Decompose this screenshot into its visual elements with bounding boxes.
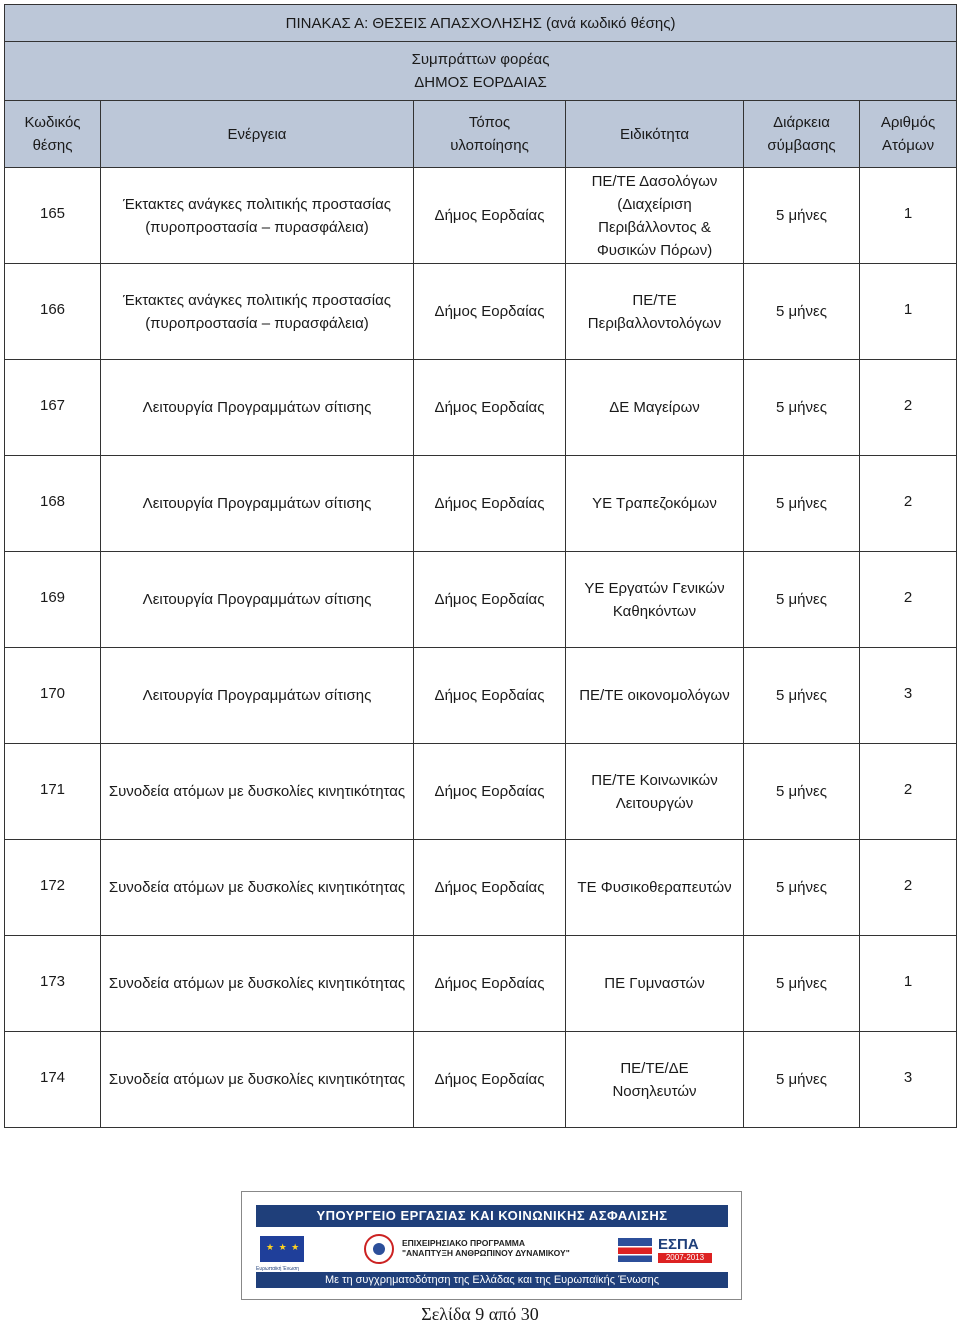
cell-code: 165 [5, 168, 101, 264]
cell-specialty: ΠΕ Γυμναστών [566, 936, 744, 1032]
table-row [5, 168, 957, 264]
cell-place: Δήμος Εορδαίας [414, 264, 566, 360]
subtitle-line: ΔΗΜΟΣ ΕΟΡΔΑΙΑΣ [414, 74, 547, 91]
cell-count: 1 [860, 936, 957, 1032]
table-subtitle [5, 42, 957, 101]
positions-table [4, 4, 957, 1128]
cell-code: 173 [5, 936, 101, 1032]
cofinance-note: Με τη συγχρηματοδότηση της Ελλάδας και της Ευρωπαϊκής Ένωσης [256, 1272, 728, 1288]
header-code: Κωδικός θέσης [5, 101, 101, 168]
cell-action: Λειτουργία Προγραμμάτων σίτισης [101, 648, 414, 744]
cell-code: 171 [5, 744, 101, 840]
ministry-logo-banner [241, 1191, 742, 1300]
espa-logo [612, 1236, 722, 1264]
cell-duration: 5 μήνες [744, 456, 860, 552]
cell-duration: 5 μήνες [744, 168, 860, 264]
table-row [5, 840, 957, 936]
cell-count: 2 [860, 840, 957, 936]
programme-name: ΕΠΙΧΕΙΡΗΣΙΑΚΟ ΠΡΟΓΡΑΜΜΑ "ΑΝΑΠΤΥΞΗ ΑΝΘΡΩΠΙΝΟΥ ΔΥΝΑΜΙΚΟΥ" [402, 1238, 570, 1258]
table-title: ΠΙΝΑΚΑΣ Α: ΘΕΣΕΙΣ ΑΠΑΣΧΟΛΗΣΗΣ (ανά κωδικό θέσης) [5, 5, 957, 42]
cell-specialty: ΥΕ Εργατών Γενικών Καθηκόντων [566, 552, 744, 648]
cell-specialty: ΠΕ/ΤΕ οικονομολόγων [566, 648, 744, 744]
cell-action: Συνοδεία ατόμων με δυσκολίες κινητικότητας [101, 840, 414, 936]
cell-code: 169 [5, 552, 101, 648]
eu-caption: Ευρωπαϊκή Ένωση [256, 1266, 299, 1272]
espa-years: 2007-2013 [658, 1253, 712, 1263]
cell-action: Συνοδεία ατόμων με δυσκολίες κινητικότητας [101, 744, 414, 840]
cell-place: Δήμος Εορδαίας [414, 360, 566, 456]
ministry-name: ΥΠΟΥΡΓΕΙΟ ΕΡΓΑΣΙΑΣ ΚΑΙ ΚΟΙΝΩΝΙΚΗΣ ΑΣΦΑΛΙΣΗΣ [256, 1205, 728, 1227]
cell-specialty: ΠΕ/ΤΕ/ΔΕ Νοσηλευτών [566, 1032, 744, 1128]
cell-action: Συνοδεία ατόμων με δυσκολίες κινητικότητας [101, 936, 414, 1032]
espa-mark-icon [618, 1238, 652, 1262]
table-row [5, 936, 957, 1032]
cell-count: 1 [860, 264, 957, 360]
cell-action: Λειτουργία Προγραμμάτων σίτισης [101, 360, 414, 456]
cell-specialty: ΤΕ Φυσικοθεραπευτών [566, 840, 744, 936]
header-specialty: Ειδικότητα [566, 101, 744, 168]
table-row [5, 552, 957, 648]
cell-count: 3 [860, 1032, 957, 1128]
header-place: Τόπος υλοποίησης [414, 101, 566, 168]
cell-count: 2 [860, 360, 957, 456]
cell-specialty: ΠΕ/ΤΕ Περιβαλλοντολόγων [566, 264, 744, 360]
cell-place: Δήμος Εορδαίας [414, 168, 566, 264]
cell-code: 170 [5, 648, 101, 744]
subtitle-line: Συμπράττων φορέας [411, 51, 550, 68]
cell-place: Δήμος Εορδαίας [414, 552, 566, 648]
cell-specialty: ΔΕ Μαγείρων [566, 360, 744, 456]
cell-place: Δήμος Εορδαίας [414, 744, 566, 840]
cell-action: Λειτουργία Προγραμμάτων σίτισης [101, 456, 414, 552]
table-row [5, 1032, 957, 1128]
programme-emblem-icon [364, 1234, 394, 1264]
cell-place: Δήμος Εορδαίας [414, 936, 566, 1032]
cell-count: 3 [860, 648, 957, 744]
table-row [5, 648, 957, 744]
espa-title: ΕΣΠΑ [658, 1236, 699, 1253]
cell-duration: 5 μήνες [744, 840, 860, 936]
table-row [5, 264, 957, 360]
cell-count: 2 [860, 744, 957, 840]
header-duration: Διάρκεια σύμβασης [744, 101, 860, 168]
header-action: Ενέργεια [101, 101, 414, 168]
header-count: Αριθμός Ατόμων [860, 101, 957, 168]
cell-duration: 5 μήνες [744, 552, 860, 648]
cell-code: 174 [5, 1032, 101, 1128]
cell-code: 168 [5, 456, 101, 552]
cell-duration: 5 μήνες [744, 1032, 860, 1128]
cell-duration: 5 μήνες [744, 264, 860, 360]
cell-duration: 5 μήνες [744, 936, 860, 1032]
table-row [5, 744, 957, 840]
cell-place: Δήμος Εορδαίας [414, 648, 566, 744]
eu-flag-icon [260, 1236, 304, 1262]
cell-place: Δήμος Εορδαίας [414, 456, 566, 552]
cell-count: 2 [860, 456, 957, 552]
page-number: Σελίδα 9 από 30 [421, 1304, 539, 1324]
cell-duration: 5 μήνες [744, 360, 860, 456]
cell-duration: 5 μήνες [744, 744, 860, 840]
cell-place: Δήμος Εορδαίας [414, 840, 566, 936]
cell-action: Έκτακτες ανάγκες πολιτικής προστασίας (πυροπροστασία – πυρασφάλεια) [101, 264, 414, 360]
cell-code: 172 [5, 840, 101, 936]
table-row [5, 456, 957, 552]
cell-action: Έκτακτες ανάγκες πολιτικής προστασίας (πυροπροστασία – πυρασφάλεια) [101, 168, 414, 264]
cell-duration: 5 μήνες [744, 648, 860, 744]
cell-specialty: ΠΕ/ΤΕ Δασολόγων (Διαχείριση Περιβάλλοντος & Φυσικών Πόρων) [566, 168, 744, 264]
cell-place: Δήμος Εορδαίας [414, 1032, 566, 1128]
cell-action: Λειτουργία Προγραμμάτων σίτισης [101, 552, 414, 648]
cell-code: 166 [5, 264, 101, 360]
cell-specialty: ΠΕ/ΤΕ Κοινωνικών Λειτουργών [566, 744, 744, 840]
cell-count: 2 [860, 552, 957, 648]
cell-action: Συνοδεία ατόμων με δυσκολίες κινητικότητας [101, 1032, 414, 1128]
cell-specialty: ΥΕ Τραπεζοκόμων [566, 456, 744, 552]
cell-count: 1 [860, 168, 957, 264]
cell-code: 167 [5, 360, 101, 456]
table-row [5, 360, 957, 456]
